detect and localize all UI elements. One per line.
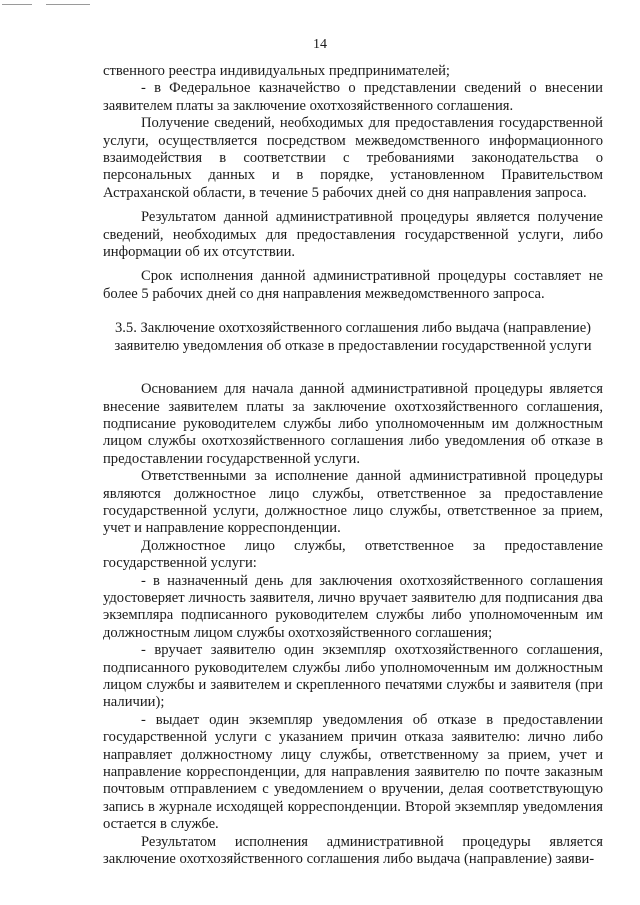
scan-edge-mark [46,4,90,5]
scan-edge-mark [2,4,32,5]
list-item: - в назначенный день для заключения охотхозяйственного соглашения удостоверяет личность заявителя, лично вручает заявителю для подписания два экземпляра подписанного руководителем службы либо уполномоченным им должностным лицом службы охотхозяйственного соглашения; [103,572,603,641]
paragraph: Получение сведений, необходимых для предоставления государственной услуги, осуществляется посредством межведомственного информационного взаимодействия в соответствии с требованиями законодательства о персональных данных и в порядке, установленном Правительством Астраханской области, в течение 5 рабочих дней со дня направления запроса. [103,115,603,201]
page-number: 14 [313,37,327,52]
section-heading: 3.5. Заключение охотхозяйственного соглашения либо выдача (направление) заявителю уведомления об отказе в предоставлении государственной услуги [114,320,592,354]
paragraph: Результатом данной административной процедуры является получение сведений, необходимых для предоставления государственной услуги, либо информации об их отсутствии. [103,209,603,261]
paragraph: ственного реестра индивидуальных предпринимателей; [103,63,450,79]
paragraph: Срок исполнения данной административной процедуры составляет не более 5 рабочих дней со дня направления межведомственного запроса. [103,268,603,302]
document-body [103,63,603,868]
paragraph: - в Федеральное казначейство о представлении сведений о внесении заявителем платы за заключение охотхозяйственного соглашения. [103,80,603,114]
paragraph: Основанием для начала данной административной процедуры является внесение заявителем платы за заключение охотхозяйственного соглашения, подписание руководителем службы либо уполномоченным им должностным лицом службы охотхозяйственного соглашения либо уведомления об отказе в предоставлении государственной услуги. [103,381,603,467]
list-item: - выдает один экземпляр уведомления об отказе в предоставлении государственной услуги с указанием причин отказа заявителю: лично либо направляет должностному лицу службы, ответственному за прием, учет и направление корреспонденции, для направления заявителю по почте заказным почтовым отправлением с уведомлением о вручении, делая соответствующую запись в журнале исходящей корреспонденции. Второй экземпляр уведомления остается в службе. [103,711,603,833]
paragraph: Результатом исполнения административной процедуры является заключение охотхозяйственного соглашения либо выдача (направление) заяви- [103,833,603,868]
paragraph: Должностное лицо службы, ответственное за предоставление государственной услуги: [103,537,603,572]
paragraph: Ответственными за исполнение данной административной процедуры являются должностное лицо службы, ответственное за предоставление государственной услуги, должностное лицо службы, ответственное за прием, учет и направление корреспонденции. [103,468,603,537]
list-item: - вручает заявителю один экземпляр охотхозяйственного соглашения, подписанного руководителем службы либо уполномоченным им должностным лицом службы и заявителем и скрепленного печатями службы и заявителя (при наличии); [103,642,603,711]
